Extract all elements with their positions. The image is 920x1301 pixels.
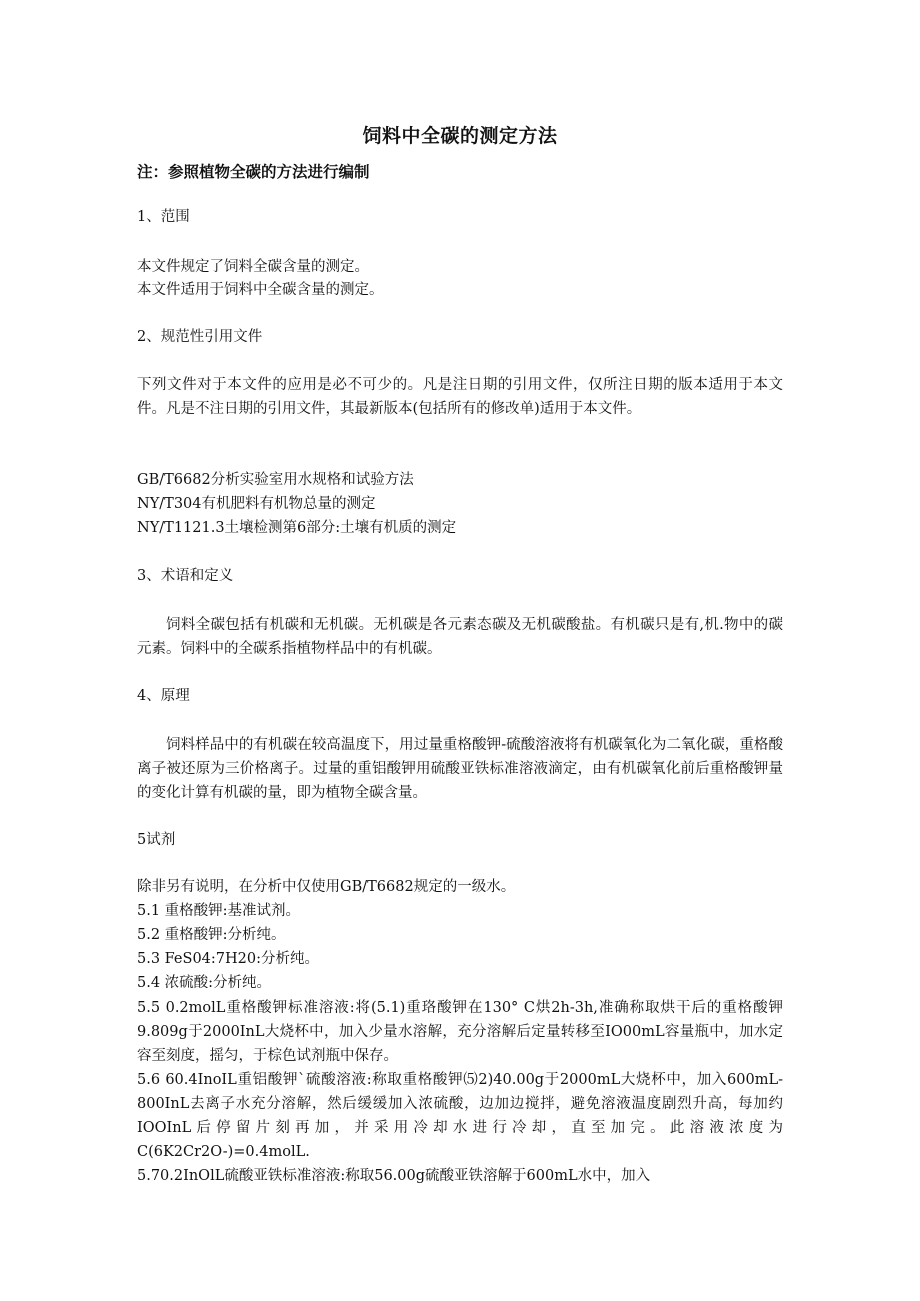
reference-item: NY/T304有机肥料有机物总量的测定 bbox=[137, 496, 376, 512]
reagent-5-6-paragraph: 5.6 60.4InoIL重铝酸钾`硫酸溶液:称取重格酸钾⑸2)40.00g于2000mL大烧杯中，加入600mL-800InL去离子水充分溶解，然后缓缓加入浓硫酸，边加边搅拌，避免溶液温度剧烈升高，每加约IOOInL后停留片刻再加，并采用冷却水进行冷却，直至加完。此溶液浓度为C(6K2Cr2O-)=0.4molL. bbox=[137, 1072, 783, 1160]
document-title: 饲料中全碳的测定方法 bbox=[362, 125, 558, 147]
section-1-heading: 1、范围 bbox=[137, 209, 190, 225]
reagent-line: 除非另有说明，在分析中仅使用GB/T6682规定的一级水。 bbox=[137, 879, 516, 895]
document-note: 注：参照植物全碳的方法进行编制 bbox=[137, 163, 370, 181]
section-4-heading: 4、原理 bbox=[137, 688, 190, 704]
references-paragraph: 下列文件对于本文件的应用是必不可少的。凡是注日期的引用文件，仅所注日期的版本适用于本文件。凡是不注日期的引用文件，其最新版本(包括所有的修改单)适用于本文件。 bbox=[137, 377, 783, 417]
reagent-line: 5.1 重格酸钾:基准试剂。 bbox=[137, 903, 301, 919]
reagent-line: 5.3 FeS04:7H20:分析纯。 bbox=[137, 951, 319, 967]
principle-paragraph: 饲料样品中的有机碳在较高温度下，用过量重格酸钾-硫酸溶液将有机碳氧化为二氧化碳，重格酸离子被还原为三价格离子。过量的重铝酸钾用硫酸亚铁标准溶液滴定，由有机碳氧化前后重格酸钾量的变化计算有机碳的量，即为植物全碳含量。 bbox=[137, 737, 783, 801]
reference-item: GB/T6682分析实验室用水规格和试验方法 bbox=[137, 472, 414, 488]
scope-line: 本文件规定了饲料全碳含量的测定。 bbox=[137, 259, 369, 275]
reagent-5-5-paragraph: 5.5 0.2molL重格酸钾标准溶液:将(5.1)重珞酸钾在130° C烘2h-3h,准确称取烘干后的重格酸钾9.809g于2000InL大烧杯中，加入少量水溶解，充分溶解后定量转移至IO00mL容量瓶中，加水定容至刻度，摇匀，于棕色试剂瓶中保存。 bbox=[137, 1000, 783, 1064]
reagent-line: 5.2 重格酸钾:分析纯。 bbox=[137, 927, 286, 943]
reference-item: NY/T1121.3土壤检测第6部分:土壤有机质的测定 bbox=[137, 520, 457, 536]
section-3-heading: 3、术语和定义 bbox=[137, 568, 234, 584]
section-5-heading: 5试剂 bbox=[137, 832, 176, 848]
scope-line: 本文件适用于饲料中全碳含量的测定。 bbox=[137, 282, 384, 298]
reagent-5-7-paragraph: 5.70.2InOlL硫酸亚铁标准溶液:称取56.00g硫酸亚铁溶解于600mL水中，加入 bbox=[137, 1168, 651, 1184]
definitions-paragraph: 饲料全碳包括有机碳和无机碳。无机碳是各元素态碳及无机碳酸盐。有机碳只是有,机.物中的碳元素。饲料中的全碳系指植物样品中的有机碳。 bbox=[137, 617, 783, 657]
reagent-line: 5.4 浓硫酸:分析纯。 bbox=[137, 975, 272, 991]
section-2-heading: 2、规范性引用文件 bbox=[137, 329, 263, 345]
